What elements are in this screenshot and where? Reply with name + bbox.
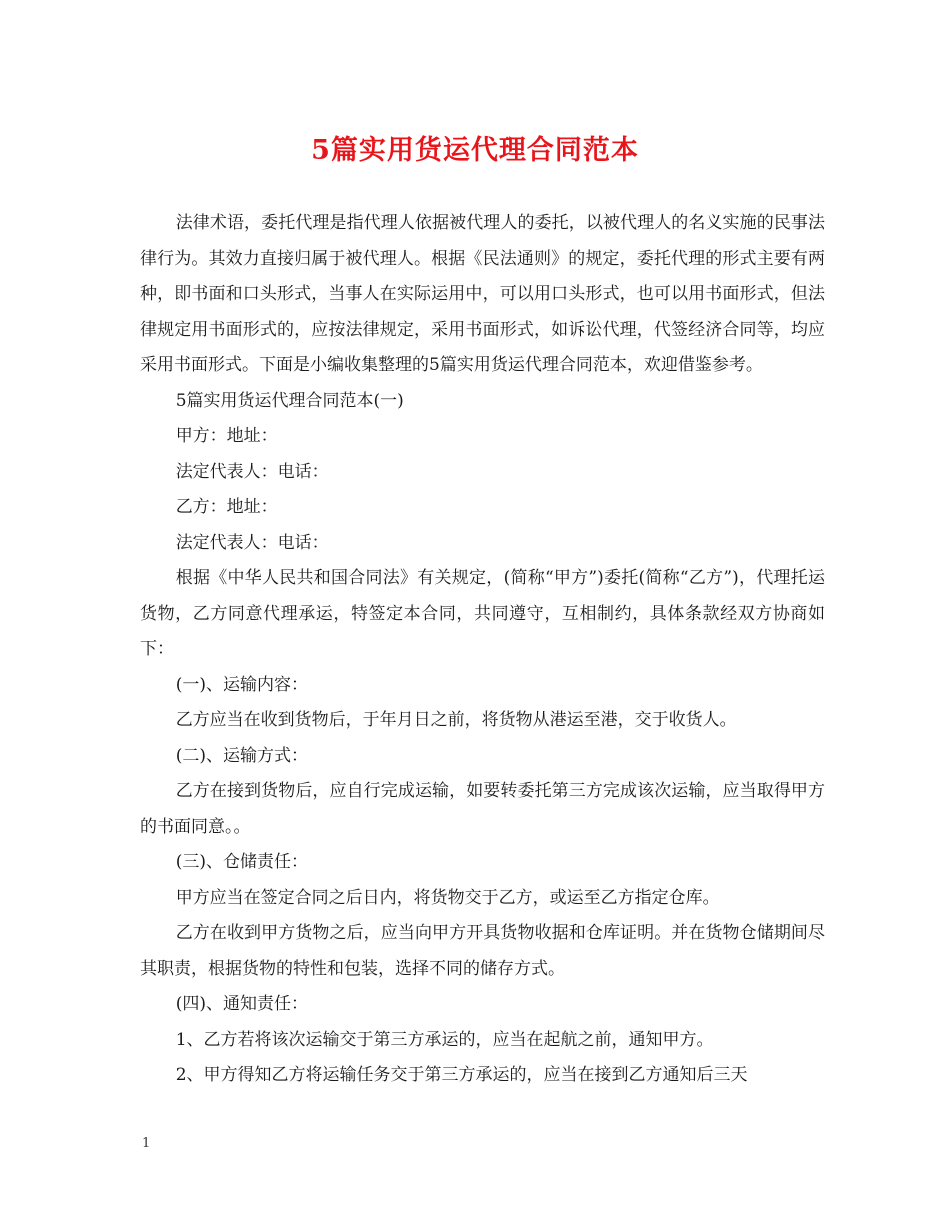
party-b-address: 乙方：地址：: [175, 497, 278, 517]
document-body: [140, 206, 825, 1094]
clause-heading-1: (一)、运输内容：: [175, 674, 308, 695]
clause-text-4-item-2: 2、甲方得知乙方将运输任务交于第三方承运的，应当在接到乙方通知后三天: [175, 1065, 748, 1085]
clause-text-3a: 甲方应当在签定合同之后日内，将货物交于乙方，或运至乙方指定仓库。: [175, 887, 720, 908]
clause-heading-4: (四)、通知责任：: [175, 994, 308, 1014]
clause-text-3b: 乙方在收到甲方货物之后，应当向甲方开具货物收据和仓库证明。并在货物仓储期间尽其职责，根据货物的特性和包装，选择不同的储存方式。: [140, 923, 825, 979]
intro-paragraph: 法律术语，委托代理是指代理人依据被代理人的委托，以被代理人的名义实施的民事法律行为。其效力直接归属于被代理人。根据《民法通则》的规定，委托代理的形式主要有两种，即书面和口头形式，当事人在实际运用中，可以用口头形式，也可以用书面形式，但法律规定用书面形式的，应按法律规定，采用书面形式，如诉讼代理，代签经济合同等，均应采用书面形式。下面是小编收集整理的5篇实用货运代理合同范本，欢迎借鉴参考。: [140, 213, 825, 375]
clause-text-1: 乙方应当在收到货物后，于年月日之前，将货物从港运至港，交于收货人。: [175, 710, 737, 730]
clause-text-4-item-1: 1、乙方若将该次运输交于第三方承运的，应当在起航之前，通知甲方。: [175, 1029, 714, 1050]
page-number: 1: [142, 1136, 151, 1151]
contract-preamble: 根据《中华人民共和国合同法》有关规定，(简称“甲方”)委托(简称“乙方”)，代理托运货物，乙方同意代理承运，特签定本合同，共同遵守，互相制约，具体条款经双方协商如下：: [140, 568, 825, 659]
section-heading: 5篇实用货运代理合同范本(一): [175, 390, 404, 411]
party-b-representative: 法定代表人：电话：: [175, 532, 329, 553]
clause-heading-2: (二)、运输方式：: [175, 745, 308, 766]
party-a-address: 甲方：地址：: [175, 426, 278, 446]
clause-heading-3: (三)、仓储责任：: [175, 852, 308, 872]
document-title: 5篇实用货运代理合同范本: [311, 135, 639, 166]
party-a-representative: 法定代表人：电话：: [175, 461, 329, 482]
clause-text-2: 乙方在接到货物后，应自行完成运输，如要转委托第三方完成该次运输，应当取得甲方的书面同意。。: [140, 781, 825, 837]
